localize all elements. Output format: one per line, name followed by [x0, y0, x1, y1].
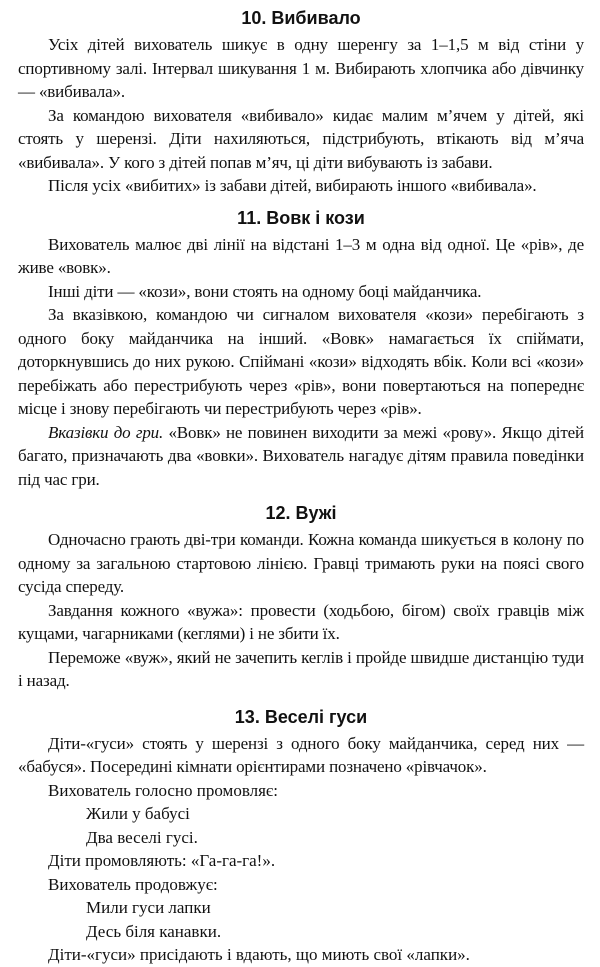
verse-line: Жили у бабусі — [86, 804, 190, 823]
verse-line: Два веселі гусі. — [86, 827, 198, 847]
narration-line: Діти промовляють: «Га-га-га!». — [48, 851, 276, 870]
paragraph: Інші діти — «кози», вони стоять на одному боці майданчика. — [48, 281, 482, 301]
paragraph: За командою вихователя «вибивало» кидає малим м’ячем у дітей, які стоять у шерензі. Діти нахиляються, підстрибують, втікають від м’яча «вибивала». У кого з дітей попав м’яч, ці діти вибувають із забави. — [18, 105, 584, 172]
verse-line: Десь біля канавки. — [86, 921, 222, 941]
paragraph: Вихователь малює дві лінії на відстані 1–3 м одна від одної. Це «рів», де живе «вовк». — [18, 234, 584, 277]
paragraph: За вказівкою, командою чи сигналом вихователя «кози» перебігають з одного боку майданчика на інший. «Вовк» намагається їх спіймати, доторкнувшись до них рукою. Спіймані «кози» відходять вбік. Коли всі «кози» перебіжать або перестрибують через «рів», вони повертаються на попереднє місце і знову перебігають чи перестрибують через «рів». — [18, 305, 584, 418]
section-title: 12. Вужі — [265, 503, 337, 523]
section-title: 10. Вибивало — [241, 8, 361, 28]
section-title: 13. Веселі гуси — [234, 706, 368, 727]
narration-line: Діти-«гуси» присідають і вдають, що миють свої «лапки». — [48, 945, 470, 964]
section-body — [18, 33, 584, 198]
section-body — [18, 528, 584, 693]
paragraph: Діти-«гуси» стоять у шерензі з одного боку майданчика, серед них — «бабуся». Посередині кімнати орієнтирами позначено «рівчачок». — [18, 733, 584, 776]
paragraph: Після усіх «вибитих» із забави дітей, вибирають іншого «вибивала». — [48, 176, 537, 195]
narration-line: Вихователь продовжує: — [48, 874, 218, 894]
section-body — [18, 732, 584, 967]
narration-line: Вихователь голосно промовляє: — [48, 780, 278, 800]
game-instructions-paragraph — [18, 421, 584, 492]
verse-line: Мили гуси лапки — [86, 898, 211, 917]
paragraph: Одночасно грають дві-три команди. Кожна команда шикується в колону по одному за загальною стартовою лінією. Гравці тримають руки на поясі свого сусіда спереду. — [18, 530, 584, 596]
section-body — [18, 233, 584, 492]
paragraph: Завдання кожного «вужа»: провести (ходьбою, бігом) своїх гравців між кущами, чагарниками (кеглями) і не збити їх. — [18, 600, 584, 643]
section-title: 11. Вовк і кози — [237, 207, 365, 228]
paragraph: Переможе «вуж», який не зачепить кеглів і пройде швидше дистанцію туди і назад. — [18, 647, 584, 690]
instructions-label: Вказівки до гри. — [48, 422, 164, 442]
instructions-text: «Вовк» не повинен виходити за межі «рову». Якщо дітей багато, призначають два «вовки». Вихователь нагадує дітям правила поведінки під час гри. — [18, 422, 584, 489]
paragraph: Усіх дітей вихователь шикує в одну шеренгу за 1–1,5 м від стіни у спортивному залі. Інтервал шикування 1 м. Вибирають хлопчика або дівчинку — «вибивала». — [18, 35, 584, 101]
